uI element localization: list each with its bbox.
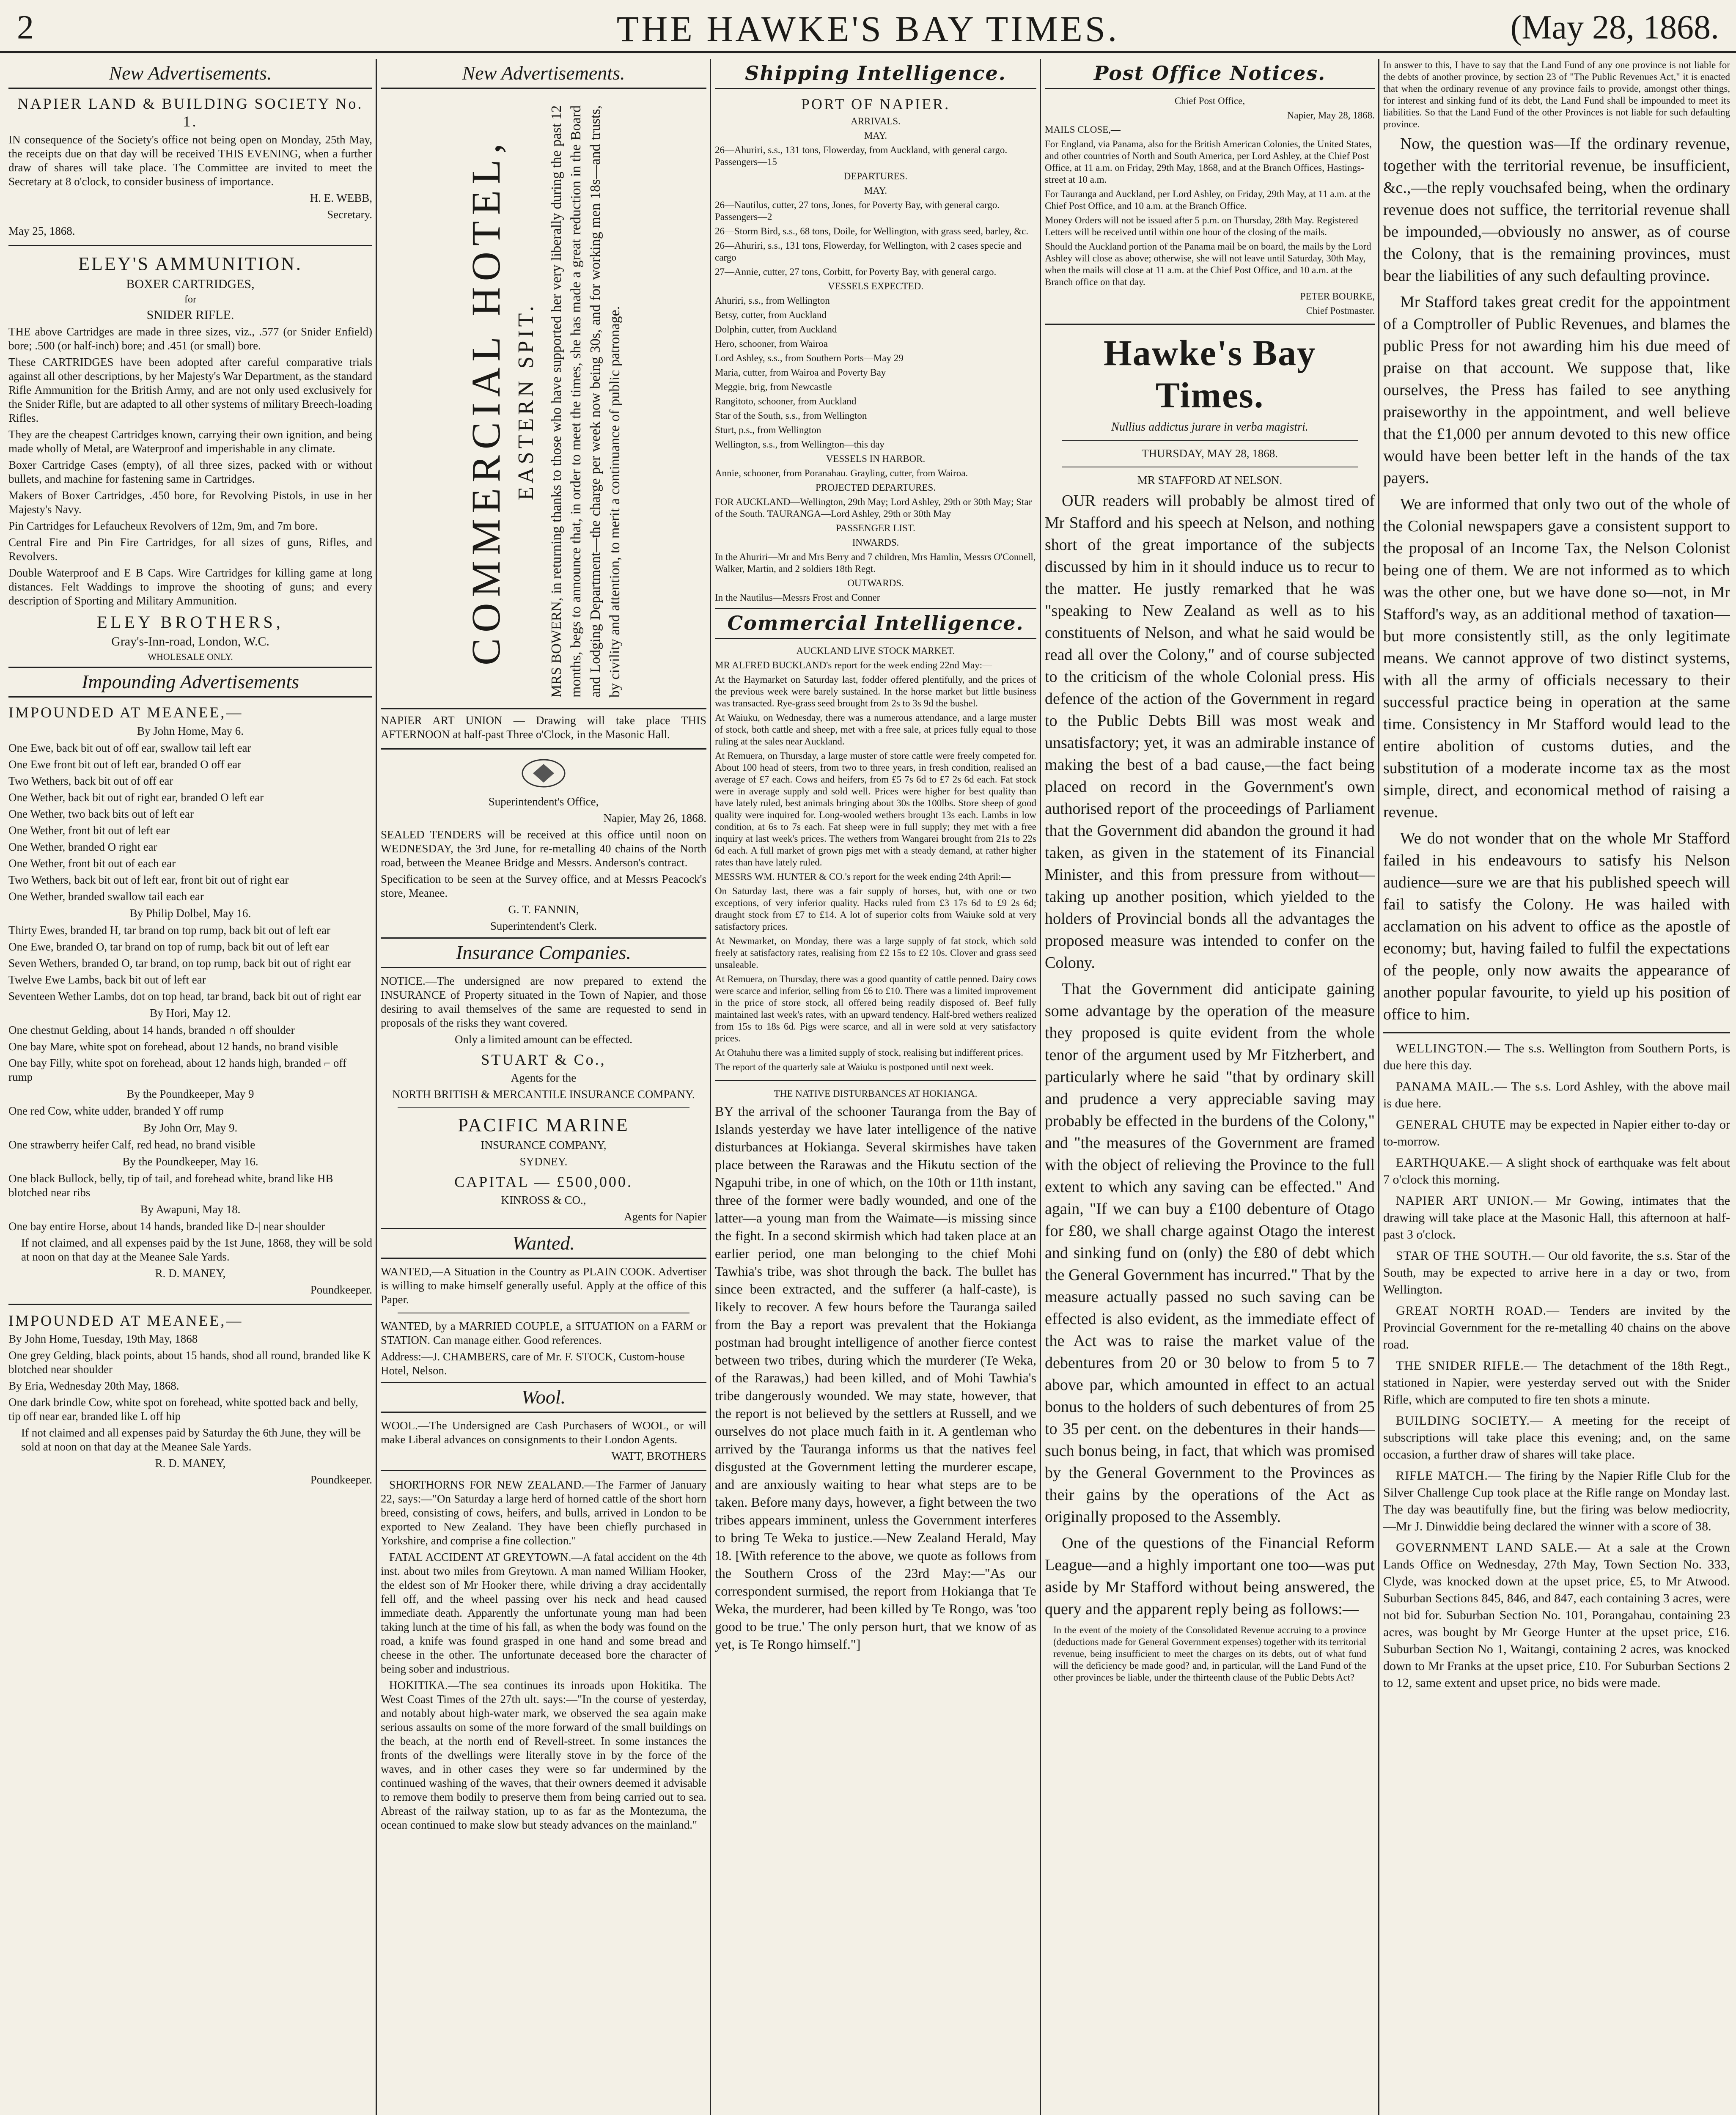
postmaster-name: PETER BOURKE, xyxy=(1300,291,1375,302)
expected-vessel: Ahuriri, s.s., from Wellington xyxy=(715,295,830,306)
local-note-text: Mr Gowing, intimates that the drawing will take place at the Masonic Hall, this afternoon at half-past 3 o'clock. xyxy=(1383,1194,1730,1242)
mail-notice: For England, via Panama, also for the British American Colonies, the United States, and other countries of North and South America, per Lord Ashley, at the Chief Post Office, at 11 a.m. on Friday, 29th May, 1868, and at the Branch Offices, Hastings-street at 10 a.m. xyxy=(1045,139,1372,185)
departures-month: MAY. xyxy=(864,185,887,196)
livestock-body xyxy=(715,659,1036,1073)
leader-paragraph: One of the questions of the Financial Reform League—and a highly important one too—was put aside by Mr Stafford without being answered, the query and the apparent reply being as follows:— xyxy=(1045,1534,1375,1618)
local-note-text: The s.s. Lord Ashley, with the above mail is due here. xyxy=(1383,1079,1730,1110)
local-note-head: GENERAL CHUTE xyxy=(1396,1118,1506,1132)
wanted-couple-address: Address:—J. CHAMBERS, care of Mr. F. STOCK, Custom-house Hotel, Nelson. xyxy=(381,1350,685,1377)
livestock-paragraph: At Remuera, on Thursday, a large muster of store cattle were freely competed for. About 100 head of steers, from two to three years, in fresh condition, realised an average of £7 each. Cows and heifers, from £5 7s 6d to £7 2s 6d each. Fat stock were in average supply and sold well. Prices were higher for best quality than have lately ruled, best animals bringing about 30s the 100lbs. Store sheep of good quality were inquired for. Long-wooled wethers brought 13s each. Lambs in low condition, at 6s to 7s each. Fat sheep were in full supply; they met with a free inquiry at last week's prices. The wethers from Wangarei brought from 21s to 22s 6d each. A full market of grown pigs met with a steady demand, at rather higher rates than have lately ruled. xyxy=(715,750,1036,868)
native-body: BY the arrival of the schooner Tauranga from the Bay of Islands yesterday we have later intelligence of the native disturbances at Hokianga. Several skirmishes have taken place between the Rarawas and the Hikutu section of the Ngapuhi tribe, in one of which, on the 10th or 11th instant, three of the former were badly wounded, and one of the latter—a young man from the Waimate—is missing since the fight. In a second skirmish which had taken place at an earlier period, one man belonging to the chief Mohi Tawhia's tribe, was shot through the back. The bullet has since been extracted, and the sufferer (a half-caste), is likely to recover. A few hours before the Tauranga sailed from the Bay a report was prevalent that the Hokianga postman had brought intelligence of another fierce contest between two tribes, during which the murderer (Te Weka, of the Rarawas,) had been killed, and of Mohi Tawhia's tribe dangerously wounded. We may state, however, that the report is not believed by the settlers at Russell, and we ourselves do not place much faith in it. A gentleman who arrived by the Tauranga informs us that the natives feel disgusted at the Government letting the murderer escape, and are anxiously waiting to hear what steps are to be taken. Before many days, however, a fight between the two tribes appears imminent, unless the Government interferes to bring Te Weka to justice.—New Zealand Herald, May 18. [With reference to the above, we quote as follows from the Southern Cross of the 23rd May:—"As our correspondent surmised, the report from Hokianga that Te Weka, the murderer, had been killed by Te Rongo, was 'too good to be true.' The only person hurt, that we know of as yet, is Te Rongo himself."] xyxy=(715,1104,1036,1652)
eley-paragraph: These CARTRIDGES have been adopted after careful comparative trials against all other descriptions, by her Majesty's War Department, as the standard Rifle Ammunition for the British Army, and are not only used exclusively for the Snider Rifle, but are adapted to all other systems of military Breech-loading Rifles. xyxy=(8,356,372,424)
divider xyxy=(398,1107,689,1108)
pacific-title: PACIFIC MARINE xyxy=(458,1115,629,1135)
local-note xyxy=(1383,1154,1730,1188)
impound-item: One Ewe, back bit out of off ear, swallow tail left ear xyxy=(8,742,251,754)
arrival-entry: 26—Ahuriri, s.s., 131 tons, Flowerday, from Auckland, with general cargo. Passengers—15 xyxy=(715,145,1008,167)
local-note-text: The firing by the Napier Rifle Club for the Silver Challenge Cup took place at the Rifle range on Monday last. The day was beautifully fine, but the firing was below mediocrity,—Mr J. Dinwiddie being declared the winner with a score of 38. xyxy=(1383,1469,1730,1533)
commercial-hotel-ad xyxy=(381,95,706,709)
shorthorns-item: SHORTHORNS FOR NEW ZEALAND.—The Farmer of January 22, says:—"On Saturday a large herd of horned cattle of the short horn breed, consisting of cows, heifers, and bulls, arrived in London to be exported to New Zealand. They have been chiefly purchased in Yorkshire, and comprise a fine collection." xyxy=(381,1478,706,1547)
eley-paragraph: THE above Cartridges are made in three sizes, viz., .577 (or Snider Enfield) bore; .500 (or half-inch) bore; and .451 (or small) bore. xyxy=(8,325,372,352)
impound2-signature: R. D. MANEY, xyxy=(155,1457,226,1470)
impound-byline: By the Poundkeeper, May 16. xyxy=(122,1155,258,1168)
mails-close-heading: MAILS CLOSE,— xyxy=(1045,124,1121,135)
postmaster-role: Chief Postmaster. xyxy=(1306,305,1375,316)
impound-byline: By Awapuni, May 18. xyxy=(140,1203,241,1216)
impound-item: One Wether, back bit out of right ear, branded O left ear xyxy=(8,791,264,804)
napier-society-body: IN consequence of the Society's office not being open on Monday, 25th May, the receipts due on that day will be received THIS EVENING, when a further draw of shares will take place. The Committee are invited to meet the Secretary at 8 o'clock, to consider business of importance. xyxy=(8,133,372,188)
section-heading: New Advertisements. xyxy=(381,59,706,89)
eley-title: ELEY'S AMMUNITION. xyxy=(78,253,302,274)
livestock-paragraph: At Newmarket, on Monday, there was a large supply of fat stock, which sold freely at satisfactory rates, realising from £2 15s to £2 10s. Clover and grass seed unsaleable. xyxy=(715,936,1036,970)
divider xyxy=(715,1080,1036,1081)
mail-notice: Should the Auckland portion of the Panama mail be on board, the mails by the Lord Ashley will close as above; otherwise, she will not leave until Saturday, 30th May, when the mails will close at 11 a.m. at the Chief Post Office, and 10 a.m. at the Branch office on that day. xyxy=(1045,241,1371,287)
impound-signature-role: Poundkeeper. xyxy=(310,1283,372,1296)
local-note xyxy=(1383,1078,1730,1112)
column-2 xyxy=(381,59,706,2115)
impound-signature: R. D. MANEY, xyxy=(155,1267,226,1280)
expected-vessel: Maria, cutter, from Wairoa and Poverty Bay xyxy=(715,367,886,378)
departure-entry: 26—Nautilus, cutter, 27 tons, Jones, for Poverty Bay, with general cargo. Passengers—2 xyxy=(715,200,1000,222)
impounding-heading: Impounding Advertisements xyxy=(8,667,372,698)
local-note-head: EARTHQUAKE.— xyxy=(1396,1156,1503,1170)
impound2-signature-role: Poundkeeper. xyxy=(310,1473,372,1486)
livestock-paragraph: On Saturday last, there was a fair supply of horses, but, with one or two exceptions, of very inferior quality. Hacks ruled from £3 17s 6d to £9 2s 6d; draught stock from £7 to £14. A lot of superior colts from Waiuke sold at very satisfactory prices. xyxy=(715,886,1036,932)
newspaper-title: THE HAWKE'S BAY TIMES. xyxy=(616,8,1120,49)
local-note xyxy=(1383,1412,1730,1463)
hotel-body: MRS BOWERN, in returning thanks to those who have supported her very liberally during the past 12 months, begs to announce that, in order to meet the times, she has made a great reduction in the Board and Lodging Department—the charge per week now being 30s, and for working men 18s—and trusts, by civility and attention, to merit a continuance of public patronage. xyxy=(549,105,623,698)
local-note-text: The detachment of the 18th Regt., stationed in Napier, were yesterday served out with the Snider Rifle, which are computed to fire ten shots a minute. xyxy=(1383,1359,1730,1406)
impound-item: One Wether, branded O right ear xyxy=(8,841,157,853)
impound2-byline: By John Home, Tuesday, 19th May, 1868 xyxy=(8,1332,198,1345)
napier-society-signature: H. E. WEBB, xyxy=(310,192,372,204)
hotel-subtitle: EASTERN SPIT. xyxy=(514,302,538,500)
impound-item: Twelve Ewe Lambs, back bit out of left ear xyxy=(8,973,206,986)
superintendent-office: Superintendent's Office, xyxy=(488,795,599,808)
local-note-head: WELLINGTON.— xyxy=(1396,1041,1501,1055)
column-rule xyxy=(1040,59,1041,2115)
divider xyxy=(8,245,372,246)
impound-item: Seventeen Wether Lambs, dot on top head, tar brand, back bit out of right ear xyxy=(8,990,361,1003)
departure-entry: 27—Annie, cutter, 27 tons, Corbitt, for Poverty Bay, with general cargo. xyxy=(715,266,997,277)
wool-signature: WATT, BROTHERS xyxy=(611,1450,706,1462)
departure-entry: 26—Storm Bird, s.s., 68 tons, Doile, for Wellington, with grass seed, barley, &c. xyxy=(715,226,1029,236)
napier-society-date: May 25, 1868. xyxy=(8,225,75,237)
mail-notice: Money Orders will not be issued after 5 p.m. on Thursday, 28th May. Registered Letters will be received until within one hour of the closing of the mails. xyxy=(1045,215,1358,237)
eley-paragraph: Double Waterproof and E B Caps. Wire Cartridges for killing game at long distances. Felt Waddings to improve the shooting of guns; and every description of Sporting and Military Ammunition. xyxy=(8,566,372,607)
leader-paragraph: OUR readers will probably be almost tired of Mr Stafford and his speech at Nelson, and nothing short of the great importance of the subjects discussed by him in it should induce us to recur to the matter. He justly remarked that he was "speaking to New Zealand as well as to his constituents of Nelson, and what he said would be read all over the Colony," and of course subjected to the criticism of the whole Colonial press. His defence of the action of the Government in regard to the Public Debts Bill was most weak and unsatisfactory; yet, it was an admirable instance of making the best of a bad cause,—the fact being placed on record in the Government's own authorised report of the proceedings of Parliament that the Government did abandon the ground it had taken, as given in the statement of its Financial Minister, and this from pressure from without—taking up another position, which yielded to the holders of Provincial bonds all the advantages the proposed measure was intended to confer on the Colony. xyxy=(1045,492,1375,972)
departures-heading: DEPARTURES. xyxy=(843,171,908,181)
outwards-text: In the Nautilus—Messrs Frost and Conner xyxy=(715,592,880,603)
impound2-byline: By Eria, Wednesday 20th May, 1868. xyxy=(8,1379,179,1392)
local-note-head: PANAMA MAIL.— xyxy=(1396,1079,1507,1093)
arrivals-heading: ARRIVALS. xyxy=(851,116,901,126)
local-note-text: Our old favorite, the s.s. Star of the South, may be expected to arrive here in a day or two, from Wellington. xyxy=(1383,1249,1730,1296)
expected-vessel: Lord Ashley, s.s., from Southern Ports—May 29 xyxy=(715,353,904,363)
napier-society-title: NAPIER LAND & BUILDING SOCIETY No. 1. xyxy=(17,95,363,130)
impound-footer: If not claimed, and all expenses paid by the 1st June, 1868, they will be sold at noon on that day at the Meanee Sale Yards. xyxy=(21,1236,372,1263)
impound-byline: By John Home, May 6. xyxy=(137,725,244,737)
local-note xyxy=(1383,1116,1730,1150)
stuart-company: NORTH BRITISH & MERCANTILE INSURANCE COMPANY. xyxy=(392,1088,695,1101)
eley-paragraph: Boxer Cartridge Cases (empty), of all three sizes, packed with or without bullets, and machine for fastening same in Cartridges. xyxy=(8,459,372,485)
column-rule xyxy=(710,59,711,2115)
eley-brothers: ELEY BROTHERS, xyxy=(97,613,284,632)
wanted-cook: WANTED,—A Situation in the Country as PLAIN COOK. Advertiser is willing to make himself generally useful. Apply at the office of this Paper. xyxy=(381,1265,706,1306)
pacific-city: SYDNEY. xyxy=(519,1155,568,1168)
impound-item: One bay entire Horse, about 14 hands, branded like D-| near shoulder xyxy=(8,1220,325,1233)
local-note xyxy=(1383,1247,1730,1298)
eley-paragraph: Pin Cartridges for Lefaucheux Revolvers of 12m, 9m, and 7m bore. xyxy=(8,519,318,532)
harbour-list: Annie, schooner, from Poranahau. Grayling, cutter, from Wairoa. xyxy=(715,468,968,478)
projected-list: FOR AUCKLAND—Wellington, 29th May; Lord Ashley, 29th or 30th May; Star of the South. TAURANGA—Lord Ashley, 29th or 30th May xyxy=(715,497,1032,519)
local-note xyxy=(1383,1539,1730,1692)
eley-body xyxy=(8,325,372,608)
impound-item: One Wether, branded swallow tail each ear xyxy=(8,890,204,903)
tender-specification: Specification to be seen at the Survey office, and at Messrs Peacock's store, Meanee. xyxy=(381,873,706,899)
kinross-name: KINROSS & CO., xyxy=(501,1194,586,1206)
projected-heading: PROJECTED DEPARTURES. xyxy=(815,482,936,493)
hotel-title: COMMERCIAL HOTEL, xyxy=(463,137,508,665)
local-note-text: A meeting for the receipt of subscriptions will take place this evening; and, on the same occasion, a further draw of shares will take place. xyxy=(1383,1414,1730,1461)
impound-byline: By John Orr, May 9. xyxy=(143,1121,238,1134)
impound-byline: By Philip Dolbel, May 16. xyxy=(129,907,251,920)
local-note-text: Tenders are invited by the Provincial Government for the re-metalling 40 chains on the above road. xyxy=(1383,1304,1730,1351)
impound2-item: One dark brindle Cow, white spot on forehead, white spotted back and belly, tip off near ear, branded like L off hip xyxy=(8,1396,358,1423)
divider xyxy=(381,1470,706,1471)
livestock-paragraph: MR ALFRED BUCKLAND's report for the week ending 22nd May:— xyxy=(715,660,992,670)
local-note xyxy=(1383,1302,1730,1353)
impound-item: Thirty Ewes, branded H, tar brand on top rump, back bit out of left ear xyxy=(8,924,331,937)
wool-heading: Wool. xyxy=(381,1382,706,1413)
local-note xyxy=(1383,1357,1730,1408)
expected-vessel: Meggie, brig, from Newcastle xyxy=(715,382,832,392)
wanted-heading: Wanted. xyxy=(381,1228,706,1259)
impound-item: Two Wethers, back bit out of left ear, front bit out of right ear xyxy=(8,873,289,886)
issue-date: (May 28, 1868. xyxy=(1510,9,1719,46)
expected-heading: VESSELS EXPECTED. xyxy=(827,281,924,291)
leader-paragraph: Mr Stafford takes great credit for the appointment of a Comptroller of Public Revenues, and blames the public Press for not awarding him his due meed of praise on that account. We suppose that, like ourselves, the Press has failed to see anything praiseworthy in the appointment, and well believe that the £1,000 per annum devoted to this new office would have been better left in the hands of the tax payers. xyxy=(1383,293,1730,487)
impound-item: One strawberry heifer Calf, red head, no brand visible xyxy=(8,1138,255,1151)
impound-item: One bay Filly, white spot on forehead, about 12 hands high, branded ⌐ off rump xyxy=(8,1057,346,1083)
superintendent-date: Napier, May 26, 1868. xyxy=(603,812,706,824)
tender-signature-role: Superintendent's Clerk. xyxy=(490,920,597,932)
leader-paragraph: We do not wonder that on the whole Mr Stafford failed in his endeavours to satisfy his Nelson audience—sure we are that his published speech will fail to satisfy the Colony. He was hailed with acclamation on his advent to office as the apostle of economy; but, having failed to fulfil the expectations of the people, only now awaits the appearance of another popular favourite, to yield up his position of office to him. xyxy=(1383,830,1730,1023)
harbour-heading: VESSELS IN HARBOR. xyxy=(826,453,926,464)
impound-item: One Wether, front bit out of left ear xyxy=(8,824,170,837)
mail-notice: For Tauranga and Auckland, per Lord Ashley, on Friday, 29th May, at 11 a.m. at the Chief Post Office, and 10 a.m. at the Branch Office. xyxy=(1045,189,1371,211)
eley-paragraph: They are the cheapest Cartridges known, carrying their own ignition, and being made wholly of Metal, are Waterproof and imperishable in any climate. xyxy=(8,428,372,455)
impound-item: One chestnut Gelding, about 14 hands, branded ∩ off shoulder xyxy=(8,1024,295,1036)
native-heading: THE NATIVE DISTURBANCES AT HOKIANGA. xyxy=(774,1088,978,1099)
column-1 xyxy=(8,59,372,2115)
leader-query: In the event of the moiety of the Consolidated Revenue accruing to a province (deductions made for General Government expenses) together with its territorial revenue, being insufficient to meet the charges on its debts, out of what fund will the deficiency be made good? and, in particular, will the Land Fund of the other provinces be liable, under the thirteenth clause of the Public Debts Act? xyxy=(1053,1625,1366,1683)
column-rule xyxy=(1378,59,1379,2115)
livestock-paragraph: At Otahuhu there was a limited supply of stock, realising but indifferent prices. xyxy=(715,1047,1024,1058)
local-note xyxy=(1383,1040,1730,1074)
eley-paragraph: Central Fire and Pin Fire Cartridges, for all sizes of guns, Rifles, and Revolvers. xyxy=(8,536,372,563)
local-note xyxy=(1383,1467,1730,1535)
expected-vessel: Rangitoto, schooner, from Auckland xyxy=(715,396,857,407)
livestock-heading: AUCKLAND LIVE STOCK MARKET. xyxy=(796,645,955,656)
local-note-head: NAPIER ART UNION.— xyxy=(1396,1194,1547,1208)
local-note xyxy=(1383,1192,1730,1243)
column-3 xyxy=(715,59,1036,2115)
livestock-paragraph: At Remuera, on Thursday, there was a good quantity of cattle penned. Dairy cows were scarce and inferior, selling from £6 to £10. There was a limited improvement in the price of store stock, all offered being readily disposed of. Beef fully maintained last week's rates, with an upward tendency. Half-bred wethers realized from 15s to 18s 6d. Pigs were scarce, and all in were sold at very satisfactory prices. xyxy=(715,974,1036,1044)
local-note-head: GREAT NORTH ROAD.— xyxy=(1396,1304,1560,1318)
expected-vessel: Star of the South, s.s., from Wellington xyxy=(715,410,867,421)
expected-vessel: Hero, schooner, from Wairoa xyxy=(715,338,828,349)
impound-item: One black Bullock, belly, tip of tail, and forehead white, brand like HB blotched near ribs xyxy=(8,1172,333,1199)
livestock-paragraph: At the Haymarket on Saturday last, fodder offered plentifully, and the prices of the previous week were barely sustained. In the horse market but little business was transacted. Rye-grass seed brought from 2s to 3s 9d the bushel. xyxy=(715,674,1036,709)
masthead xyxy=(0,0,1736,53)
crest-icon xyxy=(381,756,706,792)
insurance-note: Only a limited amount can be effected. xyxy=(454,1033,633,1046)
impound-item: One Wether, front bit out of each ear xyxy=(8,857,176,870)
page-number: 2 xyxy=(17,9,34,46)
pacific-subtitle: INSURANCE COMPANY, xyxy=(481,1139,607,1151)
leader-article xyxy=(1045,490,1375,1620)
column-5 xyxy=(1383,59,1730,2115)
local-note-head: BUILDING SOCIETY.— xyxy=(1396,1414,1544,1428)
tender-signature: G. T. FANNIN, xyxy=(508,903,579,916)
art-union-notice: NAPIER ART UNION — Drawing will take place THIS AFTERNOON at half-past Three o'Clock, in the Masonic Hall. xyxy=(381,714,706,741)
expected-vessel: Dolphin, cutter, from Auckland xyxy=(715,324,837,335)
impound-title: IMPOUNDED AT MEANEE,— xyxy=(8,704,243,721)
post-office-date: Napier, May 28, 1868. xyxy=(1287,110,1375,121)
eley-wholesale: WHOLESALE ONLY. xyxy=(148,651,233,662)
divider xyxy=(1383,1032,1730,1033)
eley-paragraph: Makers of Boxer Cartridges, .450 bore, for Revolving Pistols, in use in her Majesty's Navy. xyxy=(8,489,372,516)
impound-item: One bay Mare, white spot on forehead, about 12 hands, no brand visible xyxy=(8,1040,338,1053)
divider xyxy=(8,1304,372,1305)
commercial-heading: Commercial Intelligence. xyxy=(715,608,1036,639)
post-office-heading: Post Office Notices. xyxy=(1045,59,1375,89)
impound-byline: By Hori, May 12. xyxy=(150,1007,231,1019)
leader-heading: MR STAFFORD AT NELSON. xyxy=(1137,474,1283,486)
section-heading: New Advertisements. xyxy=(8,59,372,89)
leader-paragraph: That the Government did anticipate gaining some advantage by the operation of the measure they proposed is quite evident from the whole tenor of the argument used by Mr Fitzherbert, and particularly where he said "that by ordinary skill and prudence a very appreciable saving may probably be effected in the burdens of the Colony," and "the measures of the Government are framed with the object of relieving the Province to the full extent to which any saving can be effected." And again, "If we can buy a £100 debenture of Otago for £80, we shall charge against Otago the interest and sinking fund on (only) the £80 of debt which the General Government has incurred." That by the measure actually passed no such saving can be effected is also evident, as the immediate effect of the Act was to raise the market value of the debentures from 20 or 30 below to from 5 to 7 above par, which amounted in effect to an actual bonus to the holders of such debentures of from 25 to 35 per cent. on the debentures in their hands—such bonus being, in fact, that which was promised by the General Government to the Provinces as their gains by the operations of the Act as originally proposed to the Assembly. xyxy=(1045,980,1375,1526)
local-note-head: STAR OF THE SOUTH.— xyxy=(1396,1249,1545,1263)
inwards-heading: INWARDS. xyxy=(852,537,899,548)
shipping-heading: Shipping Intelligence. xyxy=(715,59,1036,89)
wanted-couple: WANTED, by a MARRIED COUPLE, a SITUATION on a FARM or STATION. Can manage either. Good references. xyxy=(381,1320,706,1346)
eley-address: Gray's-Inn-road, London, W.C. xyxy=(111,634,269,648)
departure-entry: 26—Ahuriri, s.s., 131 tons, Flowerday, for Wellington, with 2 cases specie and cargo xyxy=(715,240,1022,263)
expected-vessel: Wellington, s.s., from Wellington—this day xyxy=(715,439,884,450)
impound-list xyxy=(8,725,372,1233)
impound2-footer: If not claimed and all expenses paid by Saturday the 6th June, they will be sold at noon on that day at the Meanee Sale Yards. xyxy=(21,1426,361,1453)
pacific-capital: CAPITAL — £500,000. xyxy=(454,1173,633,1190)
insurance-heading: Insurance Companies. xyxy=(381,937,706,968)
stafford-answer: In answer to this, I have to say that the Land Fund of any one province is not liable for the debts of another province, by section 23 of "The Public Revenues Act," it is enacted that when the ordinary revenue of any province fails to provide, amongst other things, for interest and sinking fund of its debt, the Land Fund shall be impounded to meet its liabilities. So that the Land Fund of the other Provinces is not liable for such defaulting province. xyxy=(1383,60,1730,129)
inwards-text: In the Ahuriri—Mr and Mrs Berry and 7 children, Mrs Hamlin, Messrs O'Connell, Walker, Martin, and 2 soldiers 18th Regt. xyxy=(715,552,1036,574)
column-4 xyxy=(1045,59,1375,2115)
hokitika-item: HOKITIKA.—The sea continues its inroads upon Hokitika. The West Coast Times of the 27th ult. says:—"In the course of yesterday, and notably about high-water mark, we observed the sea again make serious assaults on some of the more forward of the small buildings on the beach, at the north end of Revell-street. In some instances the fronts of the dwellings were literally stove in by the force of the waves, and in other cases they were so far undermined by the continued washing of the waves, that their owners deemed it advisable to remove them bodily to preserve them from being carried out to sea. Abreast of the railway station, up to as far as the Montezuma, the ocean continued to make slow but steady advances on the mainland." xyxy=(381,1679,706,1831)
local-note-text: The s.s. Wellington from Southern Ports, is due here this day. xyxy=(1383,1041,1730,1072)
local-note-head: GOVERNMENT LAND SALE.— xyxy=(1396,1541,1591,1555)
fatal-accident-item: FATAL ACCIDENT AT GREYTOWN.—A fatal accident on the 4th inst. about two miles from Greytown. A man named William Hooker, the eldest son of Mr Hooker there, while driving a dray accidentally fell off, and the wheel passing over his neck and head caused immediate death. Apparently the unfortunate young man had been taking lunch at the time of his fall, as when the body was found on the road, a knife was found grasped in one hand and some bread and cheese in the other. The unfortunate deceased bore the character of being sober and industrious. xyxy=(381,1551,706,1675)
paper-date: THURSDAY, MAY 28, 1868. xyxy=(1141,447,1278,460)
divider xyxy=(381,748,706,750)
impound-item: One Ewe front bit out of left ear, branded O off ear xyxy=(8,758,242,771)
stuart-name: STUART & Co., xyxy=(481,1051,606,1068)
impound-item: One Wether, two back bits out of left ear xyxy=(8,808,194,820)
leader-paragraph: Now, the question was—If the ordinary revenue, together with the territorial revenue, be insufficient, &c.,—the reply vouchsafed being, when the ordinary revenue does not suffice, the territorial revenue shall be impounded,—obviously no answer, as of course the Colony, that is the remaining provinces, must bear the liabilities of any such defaulting province. xyxy=(1383,135,1730,285)
divider xyxy=(1062,440,1358,441)
eley-subtitle-2: for xyxy=(184,294,196,305)
eley-subtitle-3: SNIDER RIFLE. xyxy=(146,308,234,322)
post-office-name: Chief Post Office, xyxy=(1174,96,1245,106)
impound2-title: IMPOUNDED AT MEANEE,— xyxy=(8,1312,243,1329)
local-note-text: may be expected in Napier either to-day or to-morrow. xyxy=(1383,1118,1730,1148)
impound2-item: One grey Gelding, black points, about 15 hands, shod all round, branded like K blotched near shoulder xyxy=(8,1349,371,1376)
napier-society-role: Secretary. xyxy=(327,208,372,221)
paper-motto: Nullius addictus jurare in verba magistri. xyxy=(1111,420,1308,434)
impound-item: Two Wethers, back bit out of off ear xyxy=(8,775,173,787)
livestock-paragraph: At Waiuku, on Wednesday, there was a numerous attendance, and a large muster of stock, both cattle and sheep, met with a free sale, at prices fully equal to those ruling at the sales near Auckland. xyxy=(715,712,1036,747)
impound-item: Seven Wethers, branded O, tar brand, on top rump, back bit out of right ear xyxy=(8,957,352,970)
port-title: PORT OF NAPIER. xyxy=(801,96,950,113)
outwards-heading: OUTWARDS. xyxy=(847,578,904,588)
kinross-role: Agents for Napier xyxy=(624,1210,706,1223)
impound-item: One Ewe, branded O, tar brand on top of rump, back bit out of left ear xyxy=(8,940,329,953)
expected-vessel: Betsy, cutter, from Auckland xyxy=(715,310,827,320)
local-note-text: At a sale at the Crown Lands Office on Wednesday, 27th May, Town Section No. 333, Clyde, was knocked down at the upset price, £5, to Mr Atwood. Suburban Sections 845, 846, and 847, each containing 3 acres, were not bid for. Suburban Section No. 101, Porangahau, containing 23 acres, was bought by Mr George Hunter at the upset price, £16. Suburban Section No 1, Waitangi, containing 2 acres, was knocked down to Mr Franks at the upset price, £10. For Suburban Sections 2 to 12, same extent and upset price, no bids were made. xyxy=(1383,1541,1730,1690)
local-note-head: RIFLE MATCH.— xyxy=(1396,1469,1501,1483)
impound-item: One red Cow, white udder, branded Y off rump xyxy=(8,1104,224,1117)
stuart-agents: Agents for the xyxy=(511,1071,577,1084)
local-note-text: A slight shock of earthquake was felt about 7 o'clock this morning. xyxy=(1383,1156,1730,1187)
arrivals-month: MAY. xyxy=(864,130,887,141)
divider xyxy=(1045,324,1375,325)
paper-title: Hawke's Bay Times. xyxy=(1103,332,1316,415)
eley-subtitle-1: BOXER CARTRIDGES, xyxy=(126,277,255,291)
local-notes xyxy=(1383,1040,1730,1692)
impound-byline: By the Poundkeeper, May 9 xyxy=(126,1088,254,1100)
passenger-heading: PASSENGER LIST. xyxy=(836,523,915,533)
expected-vessel: Sturt, p.s., from Wellington xyxy=(715,425,821,435)
insurance-body: NOTICE.—The undersigned are now prepared to extend the INSURANCE of Property situated in the Town of Napier, and those desiring to avail themselves of the same are requested to send in proposals of the risks they want covered. xyxy=(381,975,706,1029)
wool-body: WOOL.—The Undersigned are Cash Purchasers of WOOL, or will make Liberal advances on consignments to their London Agents. xyxy=(381,1419,706,1446)
column-rule xyxy=(376,59,377,2115)
livestock-paragraph: MESSRS WM. HUNTER & CO.'s report for the week ending 24th April:— xyxy=(715,871,1011,882)
tender-body: SEALED TENDERS will be received at this office until noon on WEDNESDAY, the 3rd June, for re-metalling 40 chains of the North road, between the Meanee Bridge and Messrs. Anderson's contract. xyxy=(381,828,706,869)
leader-paragraph: We are informed that only two out of the whole of the Colonial newspapers gave a consistent support to the proposal of an Income Tax, the Nelson Colonist being one of them. We are not informed as to which was the other one, but we have done so—not, in Mr Stafford's way, as an additional method of taxation—but more consistently still, as the only legitimate means. We cannot approve of two distinct systems, with all the army of officials necessary to their successful practice being in operation at the same time. Consistency in Mr Stafford would lead to the entire abolition of customs duties, and the substitution of a moderate income tax as the most simple, direct, and economical method of raising a revenue. xyxy=(1383,495,1730,821)
local-note-head: THE SNIDER RIFLE.— xyxy=(1396,1359,1537,1373)
leader-continued xyxy=(1383,133,1730,1025)
livestock-paragraph: The report of the quarterly sale at Waiuku is postponed until next week. xyxy=(715,1062,994,1072)
